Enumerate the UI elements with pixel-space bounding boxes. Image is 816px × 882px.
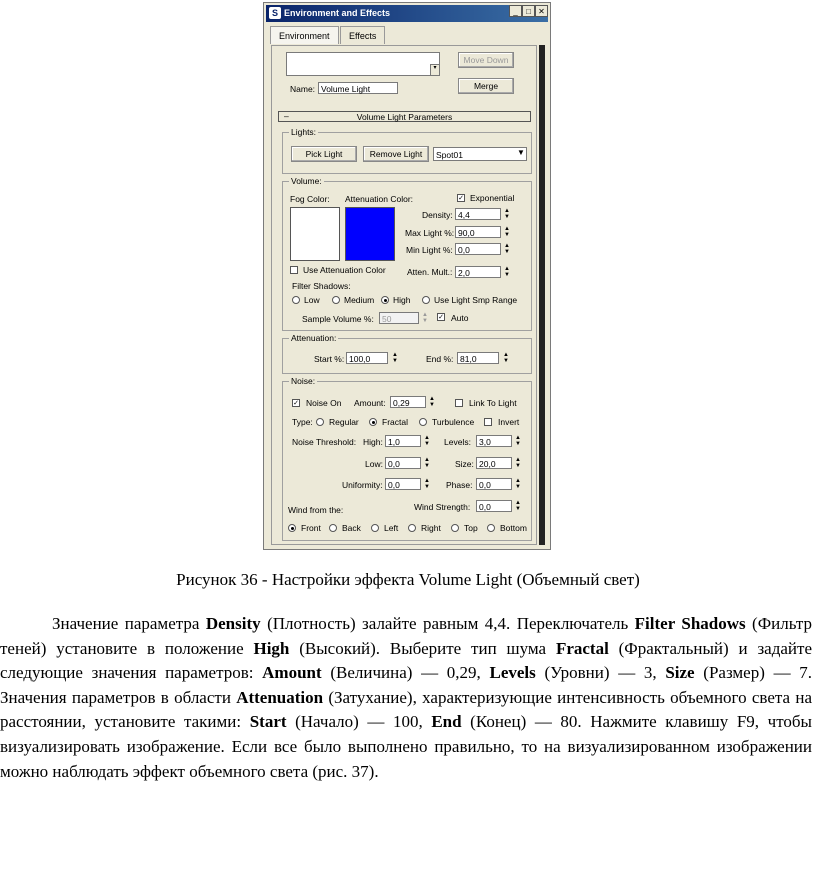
effects-panel [271,45,537,545]
noise-group-label: Noise: [291,376,316,386]
text-segment: (Плотность) залайте равным 4,4. Переключатель [260,614,635,633]
type-turbulence-label: Turbulence [432,417,475,427]
lights-group [282,127,532,174]
wind-strength-label: Wind Strength: [414,502,471,512]
bold-term: High [253,638,290,658]
pick-light-button[interactable]: Pick Light [291,146,357,162]
sample-volume-input[interactable]: 50 [379,312,419,324]
start-spinner-icon[interactable]: ▲ ▼ [392,352,398,364]
text-segment: (Фильтр теней) установите в положение [0,614,812,658]
wind-bottom-label: Bottom [500,523,527,533]
phase-input[interactable]: 0,0 [476,478,512,490]
uniformity-label: Uniformity: [342,480,383,490]
size-spinner-icon[interactable]: ▲ ▼ [515,457,521,469]
density-spinner-icon[interactable]: ▲ ▼ [504,208,510,220]
environment-effects-window [263,2,551,550]
sample-volume-spinner-icon[interactable]: ▲ ▼ [422,312,428,324]
filter-high-label: High [393,295,411,305]
high-label: High: [363,437,383,447]
min-light-spinner-icon[interactable]: ▲ ▼ [504,243,510,255]
wind-bottom-radio[interactable] [487,524,495,532]
exponential-label: Exponential [470,193,515,203]
low-spinner-icon[interactable]: ▲ ▼ [424,457,430,469]
noise-on-checkbox[interactable]: ✓ [293,400,299,407]
close-button[interactable]: ✕ [535,5,548,17]
type-regular-label: Regular [329,417,359,427]
size-input[interactable]: 20,0 [476,457,512,469]
filter-low-radio[interactable] [292,296,300,304]
uniformity-spinner-icon[interactable]: ▲ ▼ [424,478,430,490]
phase-spinner-icon[interactable]: ▲ ▼ [515,478,521,490]
noise-group [282,376,532,541]
tab-environment[interactable]: Environment [270,26,339,44]
fog-color-swatch[interactable] [290,207,340,261]
volume-group [282,176,532,331]
filter-light-smp-radio[interactable] [422,296,430,304]
remove-light-button[interactable]: Remove Light [363,146,429,162]
bold-term: Fractal [555,638,609,658]
window-title: Environment and Effects [284,8,391,18]
bold-term: Filter Shadows [634,614,746,633]
title-bar[interactable] [266,5,548,22]
figure-caption: Рисунок 36 - Настройки эффекта Volume Light (Объемный свет) [176,570,640,589]
lights-group-label: Lights: [291,127,317,137]
collapse-icon: – [284,111,289,121]
text-segment: (Размер) — 7. Значения параметров в области [0,663,813,707]
wind-front-label: Front [301,523,321,533]
link-to-light-label: Link To Light [469,398,517,408]
filter-high-radio[interactable] [381,296,389,304]
bold-term: Density [205,614,261,633]
start-input[interactable]: 100,0 [346,352,388,364]
bold-term: Start [249,712,287,732]
amount-spinner-icon[interactable]: ▲ ▼ [429,396,435,408]
atten-mult-spinner-icon[interactable]: ▲ ▼ [504,266,510,278]
type-regular-radio[interactable] [316,418,324,426]
rollout-title: Volume Light Parameters [356,112,453,122]
use-atten-color-checkbox[interactable] [290,266,298,274]
atten-mult-input[interactable]: 2,0 [455,266,501,278]
levels-label: Levels: [444,437,471,447]
amount-label: Amount: [354,398,386,408]
end-label: End %: [426,354,454,364]
atten-color-swatch[interactable] [345,207,395,261]
text-segment: (Величина) — 0,29, [321,663,490,683]
max-light-label: Max Light %: [405,228,455,238]
end-spinner-icon[interactable]: ▲ ▼ [503,352,509,364]
bold-term: Levels [489,663,536,683]
text-segment: (Конец) — 80. Нажмите клавишу F9, чтобы визуализировать изображение. Если все было выполнено правильно, то на визуализированном изображении можно наблюдать эффект объемного света (рис. 37). [0,712,812,781]
uniformity-input[interactable]: 0,0 [385,478,421,490]
rollout-header[interactable] [278,111,531,122]
text-segment: Значение параметра [52,614,206,633]
wind-back-label: Back [342,523,361,533]
filter-medium-radio[interactable] [332,296,340,304]
dropdown-arrow-icon[interactable]: ▼ [517,148,525,157]
minimize-button[interactable]: _ [509,5,522,17]
list-dropdown-icon[interactable]: ▾ [430,64,440,76]
type-turbulence-radio[interactable] [419,418,427,426]
filter-medium-label: Medium [344,295,375,305]
start-label: Start %: [314,354,345,364]
size-label: Size: [455,459,474,469]
text-segment: (Высокий). Выберите тип шума [289,638,556,658]
noise-on-label: Noise On [306,398,342,408]
wind-right-radio[interactable] [408,524,416,532]
bold-term: End [431,712,462,732]
phase-label: Phase: [446,480,473,490]
name-input[interactable]: Volume Light [318,82,398,94]
merge-button[interactable]: Merge [458,78,514,94]
levels-spinner-icon[interactable]: ▲ ▼ [515,435,521,447]
bold-term: Amount [262,663,322,683]
filter-light-smp-label: Use Light Smp Range [434,295,518,305]
levels-input[interactable]: 3,0 [476,435,512,447]
volume-group-label: Volume: [291,176,322,186]
atten-mult-label: Atten. Mult.: [407,267,453,277]
invert-label: Invert [498,417,520,427]
fog-color-label: Fog Color: [290,194,330,204]
name-label: Name: [290,84,316,94]
type-fractal-label: Fractal [382,417,408,427]
bold-term: Attenuation [236,687,324,707]
atten-color-label: Attenuation Color: [345,194,414,204]
instruction-paragraph [0,612,812,784]
density-input[interactable]: 4,4 [455,208,501,220]
link-to-light-checkbox[interactable] [455,399,463,407]
sample-volume-label: Sample Volume %: [302,314,374,324]
invert-checkbox[interactable] [484,418,492,426]
panel-scrollbar[interactable] [539,45,545,545]
max-light-input[interactable]: 90,0 [455,226,501,238]
low-label: Low: [365,459,383,469]
text-segment: (Фрактальный) и задайте следующие значения параметров: [0,638,812,683]
text-segment: (Начало) — 100, [286,712,432,732]
amount-input[interactable]: 0,29 [390,396,426,408]
effects-list[interactable] [286,52,440,76]
move-down-button[interactable]: Move Down [458,52,514,68]
exponential-checkbox[interactable]: ✓ [458,195,464,202]
wind-right-label: Right [421,523,441,533]
wind-top-label: Top [464,523,478,533]
wind-front-radio[interactable] [288,524,296,532]
auto-checkbox[interactable]: ✓ [438,314,444,321]
wind-back-radio[interactable] [329,524,337,532]
high-input[interactable]: 1,0 [385,435,421,447]
wind-strength-input[interactable]: 0,0 [476,500,512,512]
wind-strength-spinner-icon[interactable]: ▲ ▼ [515,500,521,512]
filter-shadows-label: Filter Shadows: [292,281,351,291]
attenuation-group [282,333,532,374]
attenuation-group-label: Attenuation: [291,333,337,343]
body-text [0,612,812,784]
wind-top-radio[interactable] [451,524,459,532]
min-light-input[interactable]: 0,0 [455,243,501,255]
app-icon: S [269,7,281,19]
max-light-spinner-icon[interactable]: ▲ ▼ [504,226,510,238]
wind-left-label: Left [384,523,399,533]
bold-term: Size [665,663,695,683]
auto-label: Auto [451,313,469,323]
maximize-button[interactable]: □ [522,5,535,17]
light-select[interactable]: Spot01 [433,147,527,161]
end-input[interactable]: 81,0 [457,352,499,364]
filter-low-label: Low [304,295,320,305]
use-atten-color-label: Use Attenuation Color [303,265,386,275]
high-spinner-icon[interactable]: ▲ ▼ [424,435,430,447]
threshold-label: Noise Threshold: [292,437,357,447]
text-segment: (Уровни) — 3, [535,663,666,683]
min-light-label: Min Light %: [406,245,453,255]
type-label: Type: [292,417,313,427]
wind-left-radio[interactable] [371,524,379,532]
low-input[interactable]: 0,0 [385,457,421,469]
density-label: Density: [422,210,453,220]
type-fractal-radio[interactable] [369,418,377,426]
tab-effects[interactable]: Effects [340,26,385,44]
wind-from-label: Wind from the: [288,505,344,515]
text-segment: (Затухание), характеризующие интенсивность объемного света на расстоянии, установите такими: [0,687,812,732]
